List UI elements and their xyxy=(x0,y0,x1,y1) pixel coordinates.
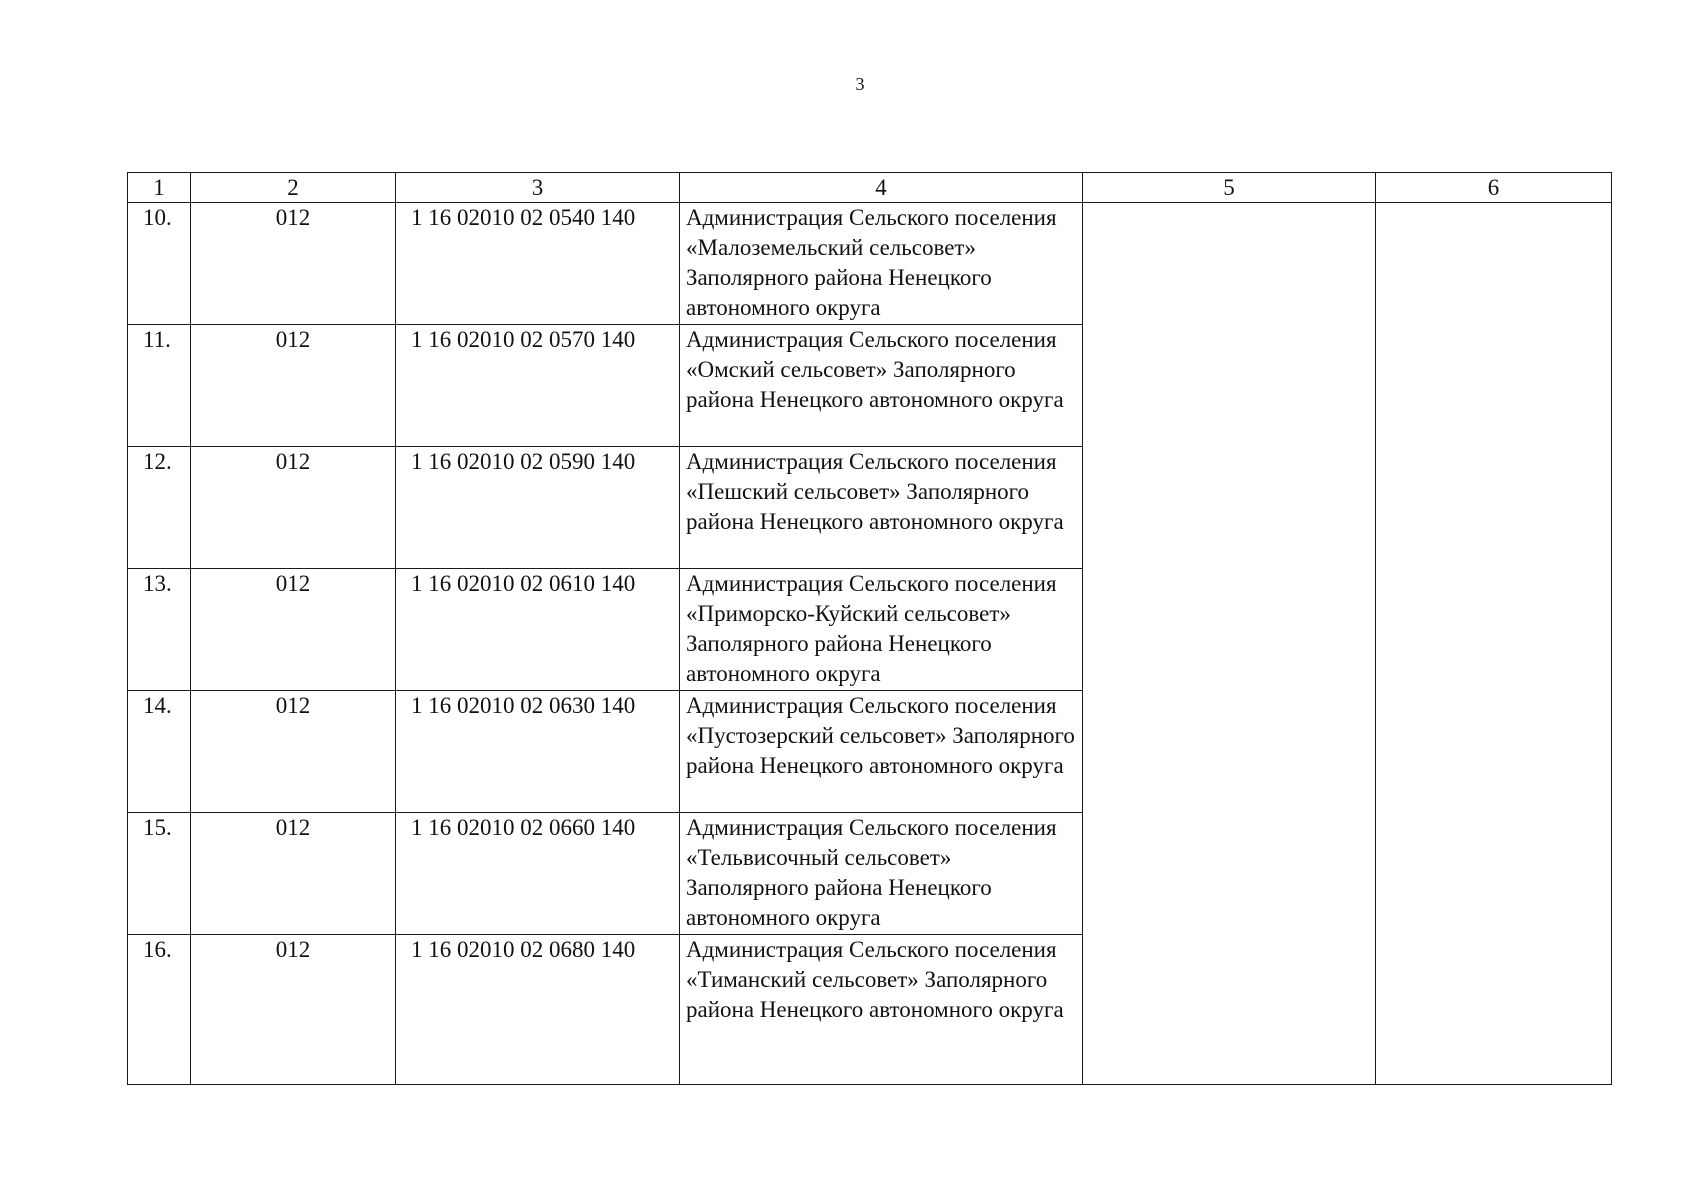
admin-code: 012 xyxy=(191,203,396,325)
page-number: 3 xyxy=(855,74,865,94)
administrator-name: Администрация Сельского поселения «Тельвисочный сельсовет» Заполярного района Ненецкого автономного округа xyxy=(680,813,1083,935)
revenue-code: 1 16 02010 02 0630 140 xyxy=(396,691,680,813)
admin-code: 012 xyxy=(191,447,396,569)
column-header-6: 6 xyxy=(1376,173,1612,203)
administrator-name: Администрация Сельского поселения «Приморско-Куйский сельсовет» Заполярного района Ненецкого автономного округа xyxy=(680,569,1083,691)
administrator-name: Администрация Сельского поселения «Малоземельский сельсовет» Заполярного района Ненецкого автономного округа xyxy=(680,203,1083,325)
revenue-code: 1 16 02010 02 0680 140 xyxy=(396,935,680,1085)
table-row xyxy=(128,203,1612,325)
column-5-cell xyxy=(1083,203,1376,1085)
admin-code: 012 xyxy=(191,935,396,1085)
admin-code: 012 xyxy=(191,569,396,691)
row-number: 13. xyxy=(128,569,191,691)
administrator-name: Администрация Сельского поселения «Пешский сельсовет» Заполярного района Ненецкого автономного округа xyxy=(680,447,1083,569)
row-number: 10. xyxy=(128,203,191,325)
admin-code: 012 xyxy=(191,813,396,935)
row-number: 14. xyxy=(128,691,191,813)
administrator-name: Администрация Сельского поселения «Омский сельсовет» Заполярного района Ненецкого автономного округа xyxy=(680,325,1083,447)
row-number: 12. xyxy=(128,447,191,569)
revenue-code: 1 16 02010 02 0610 140 xyxy=(396,569,680,691)
column-6-cell xyxy=(1376,203,1612,1085)
revenue-code: 1 16 02010 02 0660 140 xyxy=(396,813,680,935)
column-header-2: 2 xyxy=(191,173,396,203)
administrator-name: Администрация Сельского поселения «Тиманский сельсовет» Заполярного района Ненецкого автономного округа xyxy=(680,935,1083,1085)
column-header-4: 4 xyxy=(680,173,1083,203)
revenue-code: 1 16 02010 02 0570 140 xyxy=(396,325,680,447)
row-number: 16. xyxy=(128,935,191,1085)
administrator-name: Администрация Сельского поселения «Пустозерский сельсовет» Заполярного района Ненецкого автономного округа xyxy=(680,691,1083,813)
column-header-5: 5 xyxy=(1083,173,1376,203)
admin-code: 012 xyxy=(191,691,396,813)
revenue-code: 1 16 02010 02 0540 140 xyxy=(396,203,680,325)
column-header-1: 1 xyxy=(128,173,191,203)
admin-code: 012 xyxy=(191,325,396,447)
document-table xyxy=(127,172,1612,1085)
row-number: 15. xyxy=(128,813,191,935)
column-header-3: 3 xyxy=(396,173,680,203)
revenue-code: 1 16 02010 02 0590 140 xyxy=(396,447,680,569)
header-row xyxy=(128,173,1612,203)
row-number: 11. xyxy=(128,325,191,447)
